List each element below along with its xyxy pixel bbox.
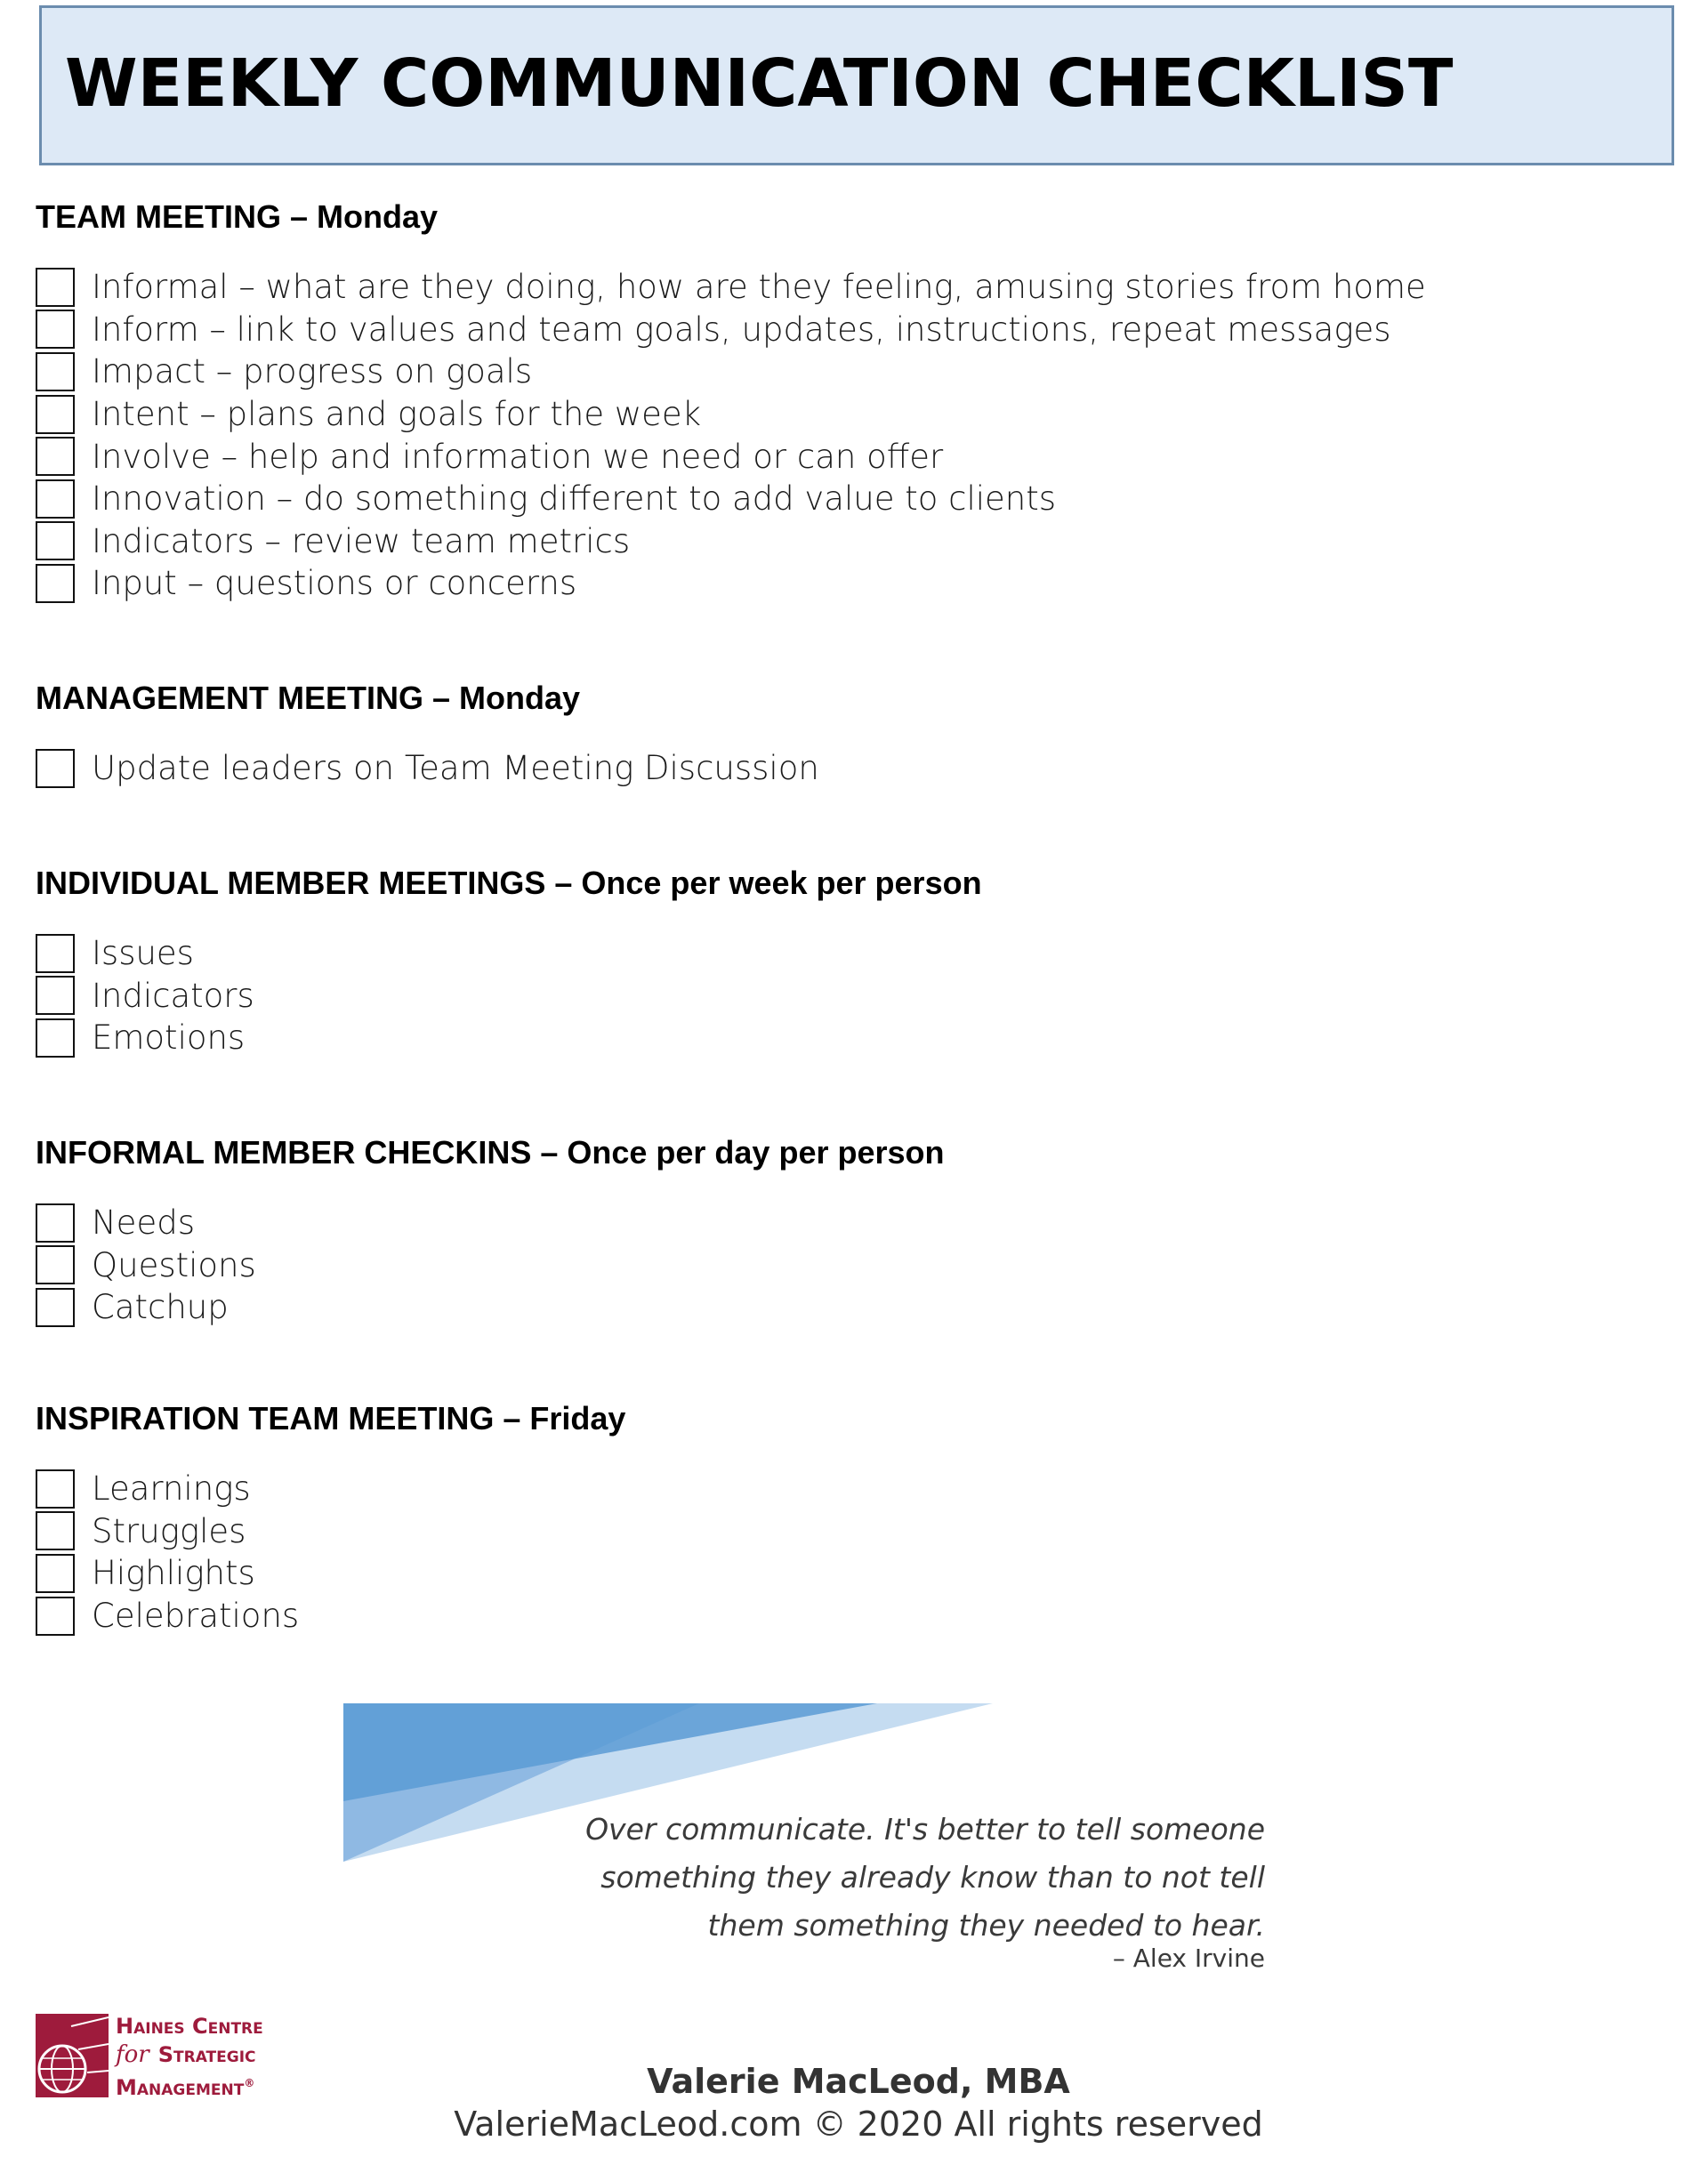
checkbox[interactable] — [36, 1245, 75, 1284]
checkbox[interactable] — [36, 1203, 75, 1243]
section-heading: INSPIRATION TEAM MEETING – Friday — [36, 1400, 626, 1437]
quote — [585, 1806, 1265, 1950]
checkbox[interactable] — [36, 1469, 75, 1509]
checklist-item-label: Catchup — [92, 1288, 229, 1327]
checkbox[interactable] — [36, 479, 75, 519]
checklist-item — [36, 309, 1426, 351]
footer-copyright: ValerieMacLeod.com © 2020 All rights reserved — [454, 2105, 1263, 2144]
checklist-item — [36, 266, 1426, 309]
section-informal-member-checkins — [36, 1131, 945, 1329]
checklist-item — [36, 393, 1426, 436]
checklist-item-label: Issues — [92, 934, 194, 973]
title-banner — [39, 5, 1674, 165]
page-title: WEEKLY COMMUNICATION CHECKLIST — [65, 45, 1454, 122]
checkbox[interactable] — [36, 564, 75, 603]
checkbox[interactable] — [36, 749, 75, 788]
quote-line: something they already know than to not tell — [600, 1860, 1265, 1895]
checkbox[interactable] — [36, 310, 75, 349]
section-individual-member-meetings — [36, 861, 982, 1059]
checklist-item-label: Indicators — [92, 976, 254, 1015]
checklist-item — [36, 1244, 945, 1287]
logo-line-3: Management — [116, 2075, 245, 2100]
checkbox[interactable] — [36, 521, 75, 560]
logo-for: for — [116, 2041, 149, 2068]
section-inspiration-team-meeting — [36, 1396, 625, 1637]
section-heading: MANAGEMENT MEETING – Monday — [36, 680, 581, 716]
checklist-item-label: Struggles — [92, 1511, 246, 1550]
checklist-item — [36, 1286, 945, 1329]
checklist-item-label: Celebrations — [92, 1597, 300, 1636]
checklist-item-label: Highlights — [92, 1554, 255, 1593]
checklist — [36, 1202, 945, 1329]
checklist-item-label: Intent – plans and goals for the week — [92, 395, 702, 434]
checklist-item — [36, 1595, 625, 1638]
checklist-item-label: Inform – link to values and team goals, updates, instructions, repeat messages — [92, 310, 1391, 349]
checklist — [36, 747, 819, 790]
checklist-item — [36, 747, 819, 790]
registered-mark: ® — [244, 2077, 255, 2089]
checklist — [36, 932, 982, 1059]
checklist-item — [36, 1552, 625, 1595]
checklist — [36, 266, 1426, 605]
checklist-item — [36, 435, 1426, 478]
checkbox[interactable] — [36, 1554, 75, 1593]
section-heading: INDIVIDUAL MEMBER MEETINGS – Once per week per person — [36, 865, 982, 901]
logo-line-2: Strategic — [157, 2042, 256, 2067]
checklist-item-label: Involve – help and information we need or can offer — [92, 437, 944, 476]
checklist-item-label: Innovation – do something different to add value to clients — [92, 479, 1057, 519]
quote-author: – Alex Irvine — [1112, 1944, 1265, 1973]
quote-line: Over communicate. It's better to tell someone — [585, 1812, 1265, 1847]
checklist-item-label: Indicators – review team metrics — [92, 521, 631, 560]
checklist-item-label: Impact – progress on goals — [92, 352, 533, 391]
checklist-item-label: Questions — [92, 1245, 256, 1284]
checkbox[interactable] — [36, 934, 75, 973]
quote-line: them something they needed to hear. — [707, 1908, 1265, 1943]
checkbox[interactable] — [36, 976, 75, 1015]
checklist-item — [36, 350, 1426, 393]
checkbox[interactable] — [36, 1597, 75, 1636]
footer-author-name: Valerie MacLeod, MBA — [647, 2062, 1070, 2101]
checklist-item — [36, 562, 1426, 605]
checklist-item-label: Update leaders on Team Meeting Discussion — [92, 749, 819, 788]
checklist-item — [36, 1202, 945, 1244]
checklist-item — [36, 520, 1426, 563]
checkbox[interactable] — [36, 268, 75, 307]
checkbox[interactable] — [36, 395, 75, 434]
checkbox[interactable] — [36, 1511, 75, 1550]
checklist — [36, 1468, 625, 1637]
checklist-item-label: Needs — [92, 1203, 195, 1243]
section-team-meeting — [36, 195, 1426, 605]
section-heading: TEAM MEETING – Monday — [36, 198, 439, 235]
checklist-item — [36, 478, 1426, 520]
checkbox[interactable] — [36, 1288, 75, 1327]
checklist-item — [36, 1468, 625, 1510]
checklist-item — [36, 975, 982, 1018]
checklist-item-label: Input – questions or concerns — [92, 564, 577, 603]
checklist-item — [36, 1017, 982, 1059]
checkbox[interactable] — [36, 352, 75, 391]
logo-line-1: Haines Centre — [116, 2014, 263, 2039]
checklist-item — [36, 932, 982, 975]
checkbox[interactable] — [36, 437, 75, 476]
checklist-item-label: Informal – what are they doing, how are they feeling, amusing stories from home — [92, 268, 1426, 307]
checklist-item-label: Learnings — [92, 1469, 251, 1509]
checklist-item — [36, 1510, 625, 1553]
section-heading: INFORMAL MEMBER CHECKINS – Once per day per person — [36, 1134, 945, 1171]
checklist-item-label: Emotions — [92, 1018, 246, 1058]
section-management-meeting — [36, 676, 819, 790]
checkbox[interactable] — [36, 1018, 75, 1058]
